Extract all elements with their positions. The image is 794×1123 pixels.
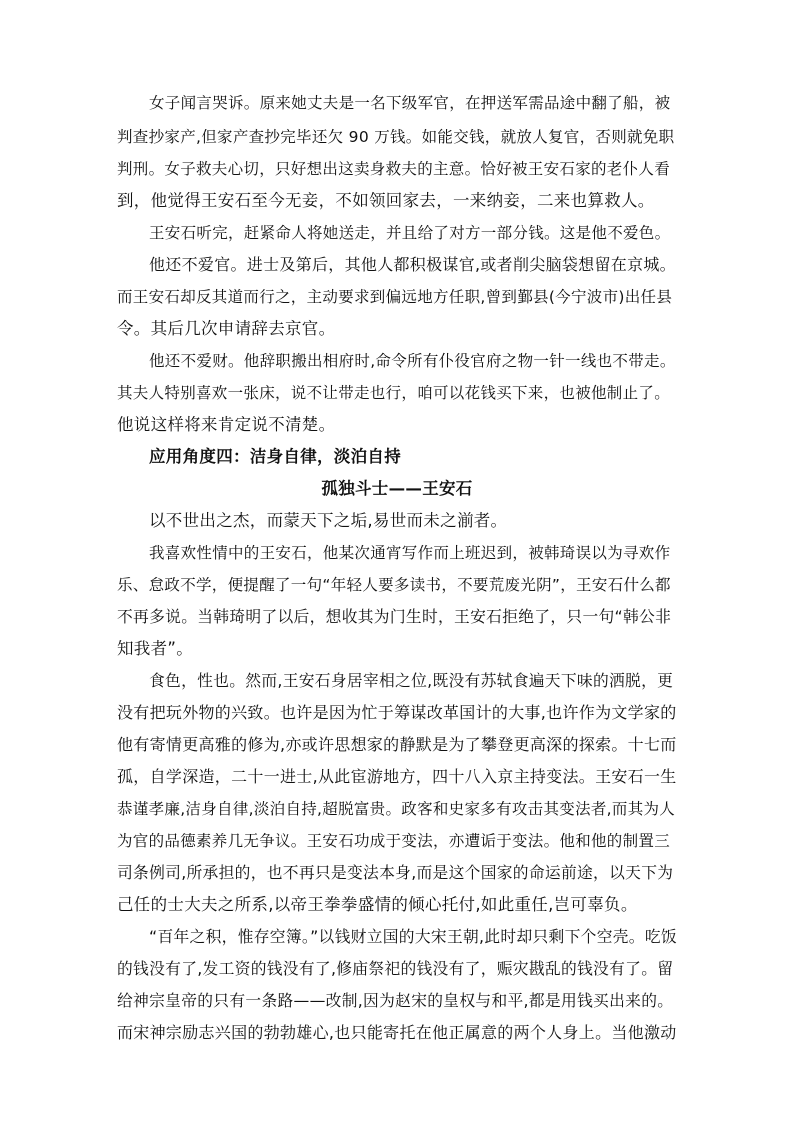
paragraph-line: 的钱没有了,发工资的钱没有了,修庙祭祀的钱没有了，赈灾戡乱的钱没有了。留 (117, 959, 674, 978)
paragraph-line: 王安石听完，赶紧命人将她送走，并且给了对方一部分钱。这是他不爱色。 (149, 224, 671, 242)
paragraph-line: 他有寄情更高雅的修为,亦或许思想家的静默是为了攀登更高深的探索。十七而 (117, 735, 677, 754)
paragraph-line: 判刑。女子救夫心切，只好想出这卖身救夫的主意。恰好被王安石家的老仆人看 (117, 160, 671, 178)
paragraph-line: 以不世出之杰，而蒙天下之垢,易世而未之湔者。 (149, 511, 508, 530)
paragraph-line: 女子闻言哭诉。原来她丈夫是一名下级军官，在押送军需品途中翻了船，被 (149, 94, 671, 112)
paragraph-line: 恭谨孝廉,洁身自律,淡泊自持,超脱富贵。政客和史家多有攻击其变法者,而其为人 (117, 800, 676, 818)
paragraph-line: 孤，自学深造，二十一进士,从此宦游地方，四十八入京主持变法。王安石一生 (117, 767, 677, 786)
paragraph-line: 给神宗皇帝的只有一条路——改制,因为赵宋的皇权与和平,都是用钱买出来的。 (117, 991, 674, 1010)
section-heading: 应用角度四：洁身自律，淡泊自持 (149, 447, 401, 466)
paragraph-line: 食色，性也。然而,王安石身居宰相之位,既没有苏轼食遍天下味的洒脱，更 (149, 671, 674, 690)
paragraph-line: 我喜欢性情中的王安石，他某次通宵写作而上班迟到，被韩琦误以为寻欢作 (149, 544, 671, 562)
paragraph-line: 乐、怠政不学，便提醒了一句“年轻人要多读书，不要荒废光阴”，王安石什么都 (117, 576, 671, 594)
paragraph-line: 不再多说。当韩琦明了以后，想收其为门生时，王安石拒绝了，只一句“韩公非 (117, 607, 672, 626)
paragraph-line: 到，他觉得王安石至今无妾，不如领回家去，一来纳妾，二来也算救人。 (117, 191, 655, 210)
paragraph-line: 而王安石却反其道而行之，主动要求到偏远地方任职,曾到鄞县(今宁波市)出任县 (117, 288, 673, 306)
paragraph-line: 令。其后几次申请辞去京官。 (117, 319, 336, 338)
paragraph-line: 知我者”。 (117, 639, 194, 658)
paragraph-line: 没有把玩外物的兴致。也许是因为忙于筹谋改革国计的大事,也许作为文学家的 (117, 703, 677, 722)
paragraph-line: 判查抄家产,但家产查抄完毕还欠 90 万钱。如能交钱，就放人复官，否则就免职 (117, 128, 675, 146)
paragraph-line: 司条例司,所承担的，也不再只是变法本身,而是这个国家的命运前途，以天下为 (117, 863, 674, 882)
paragraph-line: 他还不爱官。进士及第后，其他人都积极谋官,或者削尖脑袋想留在京城。 (149, 255, 676, 274)
paragraph-line: 其夫人特别喜欢一张床，说不让带走也行，咱可以花钱买下来，也被他制止了。 (117, 384, 671, 402)
paragraph-line: 为官的品德素养几无争议。王安石功成于变法，亦遭诟于变法。他和他的制置三 (117, 832, 671, 850)
paragraph-line: 他说这样将来肯定说不清楚。 (117, 415, 336, 434)
paragraph-line: 他还不爱财。他辞职搬出相府时,命令所有仆役官府之物一针一线也不带走。 (149, 352, 676, 370)
paragraph-line: 而宋神宗励志兴国的勃勃雄心,也只能寄托在他正属意的两个人身上。当他激动 (117, 1023, 677, 1042)
article-title: 孤独斗士——王安石 (321, 479, 473, 498)
paragraph-line: “百年之积，惟存空簿。”以钱财立国的大宋王朝,此时却只剩下个空壳。吃饭 (149, 927, 677, 946)
paragraph-line: 己任的士大夫之所系,以帝王拳拳盛情的倾心托付,如此重任,岂可辜负。 (117, 895, 638, 914)
